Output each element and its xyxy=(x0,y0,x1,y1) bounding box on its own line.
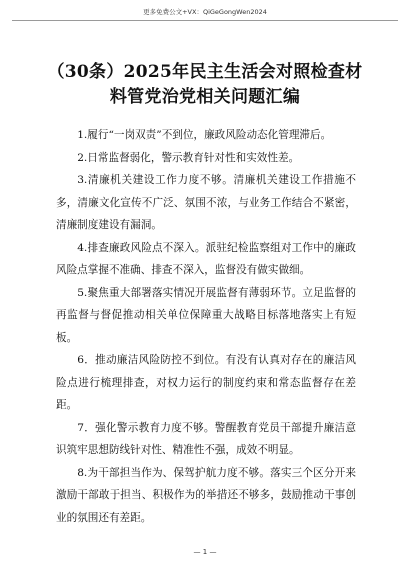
header-rule xyxy=(12,20,398,21)
paragraph-2: 2.日常监督弱化，警示教育针对性和实效性差。 xyxy=(77,151,300,164)
title-line-1: （30条）2025年民主生活会对照检查材 xyxy=(47,62,363,82)
paragraph-7: 7．强化警示教育力度不够。警醒教育党员干部提升廉洁意识筑牢思想防线针对性、精准性不强，成效不明显。 xyxy=(56,421,356,456)
title-line-2: 料管党治党相关问题汇编 xyxy=(109,87,301,107)
paragraph-4: 4.排查廉政风险点不深入。派驻纪检监察组对工作中的廉政风险点掌握不准确、排查不深入，监督没有做实做细。 xyxy=(56,241,356,276)
paragraph-1: 1.履行“一岗双责”不到位，廉政风险动态化管理滞后。 xyxy=(77,129,332,141)
paragraph-3: 3.清廉机关建设工作力度不够。清廉机关建设工作措施不多，清廉文化宣传不广泛、氛围不浓，与业务工作结合不紧密，清廉制度建设有漏洞。 xyxy=(56,174,356,231)
paragraph-8: 8.为干部担当作为、保驾护航力度不够。落实三个区分开来激励干部敢于担当、积极作为的举措还不够多，鼓励推动干事创业的氛围还有差距。 xyxy=(56,466,356,524)
document-title xyxy=(40,60,370,110)
paragraph-5: 5.聚焦重大部署落实情况开展监督有薄弱环节。立足监督的再监督与督促推动相关单位保障重大战略目标落地落实上有短板。 xyxy=(56,286,356,344)
page-number: — 1 — xyxy=(193,548,217,556)
document-body xyxy=(56,124,356,529)
paragraph-6: 6．推动廉洁风险防控不到位。有没有认真对存在的廉洁风险点进行梳理排查，对权力运行的制度约束和常态监督存在差距。 xyxy=(56,354,356,411)
header-text: 更多免费公文+VX：QiGeGongWen2024 xyxy=(143,8,267,16)
page-header xyxy=(0,0,410,26)
